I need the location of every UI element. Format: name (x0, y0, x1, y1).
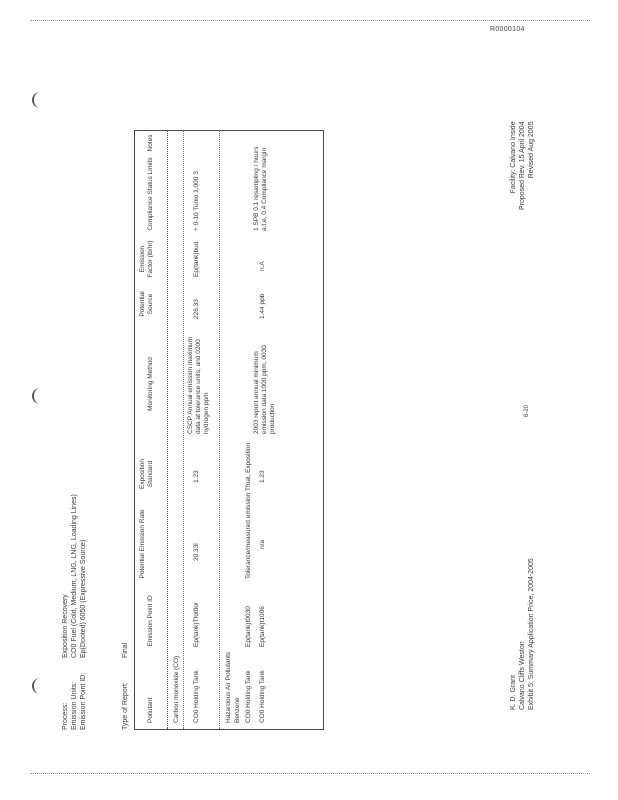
row-divider (183, 131, 184, 729)
row-potential-source: 226.33 (193, 299, 200, 319)
meta-row: Emission Point ID:Ep(Dooted) 6050 (Expressive Source) (80, 539, 87, 730)
col-header-notes: Notes (147, 134, 154, 152)
row-compliance: 1 SPB 0.1 resampling / hours a,t,e, 0.4 Compliance margin (253, 146, 268, 231)
col-header-potential-rate: Potential Emission Rate (139, 509, 146, 579)
row-divider (219, 131, 220, 729)
row-potential-rate: 20.33ǐ (193, 543, 200, 561)
row-compliance: + 0-10 Tunio 1,000 3 (193, 171, 200, 231)
col-header-emission-point: Emission Point ID (147, 595, 154, 647)
meta-row: Emission Units:CO0 Fuel (Cold, Medium, LNG, LNG, Loading Lines) (71, 494, 78, 730)
col-header-potential-source: Potential Source (139, 291, 154, 317)
top-edge-dots (30, 20, 590, 21)
bates-number: R0000104 (490, 26, 525, 33)
meta-block (61, 494, 88, 730)
row-pollutant: CO0 Holding Tank (245, 670, 252, 723)
col-header-monitoring-method: Monitoring Method (147, 357, 154, 411)
emissions-table (134, 130, 324, 730)
row-potential-rate: n/a (259, 539, 266, 549)
row-monitoring-method: CSCP Annual emission maximum data at tolerance units, and 0200 hydrogen ppm (187, 336, 210, 434)
bottom-edge-dots (30, 773, 590, 774)
row-exposition-standard: 1.23 (259, 470, 266, 483)
row-potential-source: 1.44 ppb (259, 293, 266, 319)
row-emission-factor: n.A (259, 261, 266, 271)
row-pollutant: CO0 Holding Tank (193, 670, 200, 723)
row-exposition-standard: 1.23 (193, 470, 200, 483)
col-header-compliance: Compliance Status Limits (147, 157, 154, 231)
footer-right: Facility: Calvano Inside Proposed Rev. 15 April 2004 Revised Aug 2005 (510, 121, 535, 210)
row-monitoring-method: 2003 report annual minimum emission data 1000 ppm, 0030 production (253, 345, 276, 434)
table-header (135, 131, 168, 729)
footer-left: K. D. Grant Calvano Cliffs Weston Exhibit 5: Summary Application Price, 2004-2005 (510, 558, 535, 710)
row-potential-rate: Tolerance/measured emission Tfoal, Exposition (245, 442, 252, 579)
page-number: 6-20 (524, 404, 530, 417)
row-emission-point: Ep(tank)t1006 (259, 606, 266, 647)
row-emission-point: Ep(tank)Tfot0or (193, 601, 200, 647)
report-type: Type of Report:Final (122, 642, 129, 730)
row-emission-factor: Ep(tank)bud (193, 241, 200, 277)
rotated-page-content (39, 50, 579, 750)
group-sublabel: Benzene (234, 697, 241, 723)
col-header-emission-factor: Emission Factor (lb/hr) (139, 240, 154, 278)
col-header-exposition-standard: Exposition Standard (139, 459, 154, 489)
row-emission-point: Ep(tank)t0030 (245, 606, 252, 647)
group-label: Hazardous Air Pollutants (225, 651, 232, 723)
row-pollutant: CO0 Holding Tank (259, 670, 266, 723)
col-header-pollutant: Pollutant (147, 697, 154, 723)
meta-row: Process:Exposition Recovery (62, 594, 69, 730)
group-label: Carbon monoxide (CO) (173, 655, 180, 723)
